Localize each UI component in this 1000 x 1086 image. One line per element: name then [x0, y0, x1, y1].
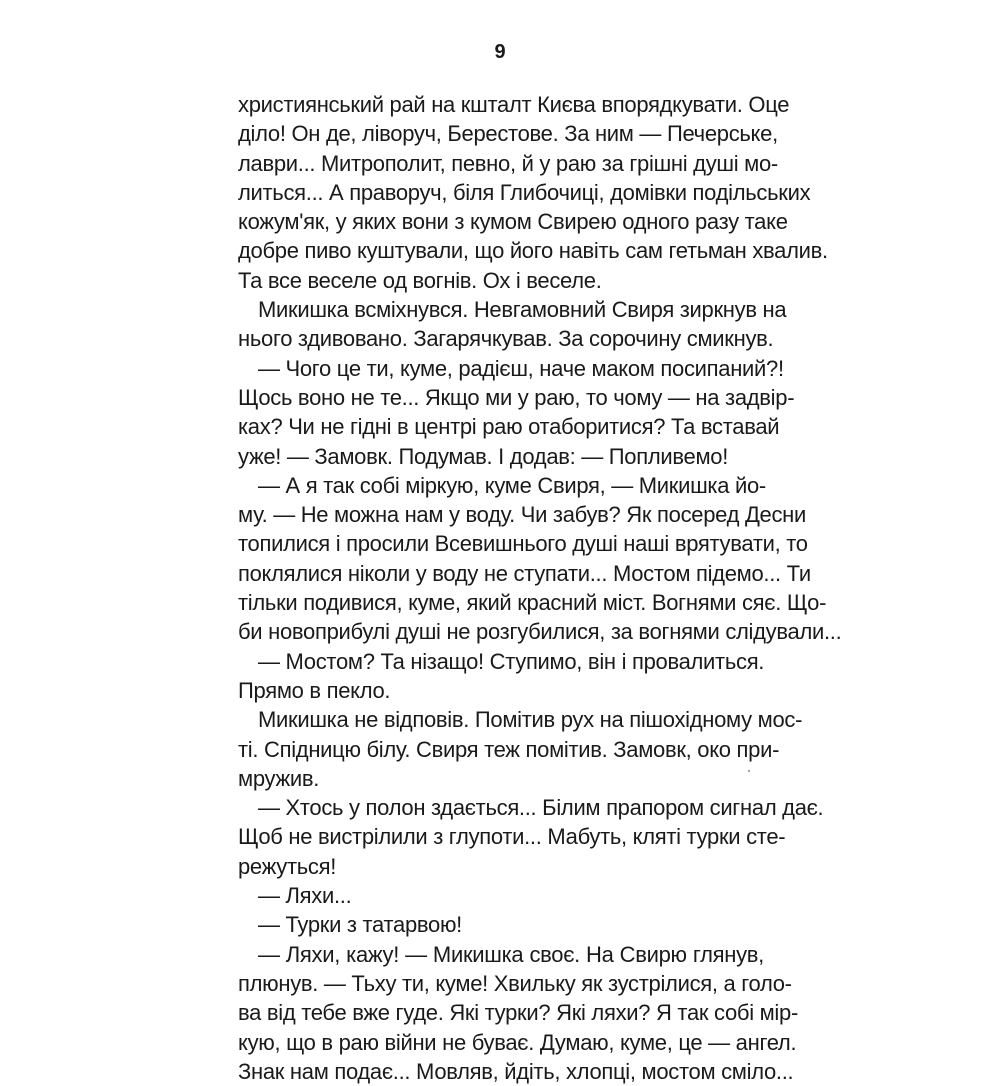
- text-line: Микишка не відповів. Помітив рух на пішохідному мос-: [258, 707, 803, 733]
- text-line: режуться!: [238, 853, 337, 879]
- text-line: — Хтось у полон здається... Білим прапором сигнал дає.: [258, 795, 824, 821]
- text-line: кую, що в раю війни не буває. Думаю, куме, це — ангел.: [238, 1029, 797, 1055]
- text-line: — Турки з татарвою!: [258, 912, 462, 938]
- text-line: християнський рай на кшталт Києва впорядкувати. Оце: [238, 92, 790, 117]
- text-line: — Мостом? Та нізащо! Ступимо, він і провалиться.: [258, 648, 765, 674]
- text-line: поклялися ніколи у воду не ступати... Мостом підемо... Ти: [238, 560, 811, 586]
- text-line: ва від тебе вже гуде. Які турки? Які ляхи? Я так собі мір-: [238, 1000, 798, 1026]
- text-line: литься... А праворуч, біля Глибочиці, домівки подільських: [238, 179, 811, 205]
- text-line: нього здивовано. Загарячкував. За сорочину смикнув.: [238, 326, 774, 352]
- text-line: Микишка всміхнувся. Невгамовний Свиря зиркнув на: [258, 297, 787, 323]
- text-line: — Ляхи, кажу! — Микишка своє. На Свирю глянув,: [258, 941, 764, 967]
- text-line: Щоб не вистрілили з глупоти... Мабуть, кляті турки сте-: [238, 824, 786, 850]
- text-line: — А я так собі міркую, куме Свиря, — Микишка йо-: [258, 472, 766, 498]
- text-line: Прямо в пекло.: [238, 677, 391, 703]
- text-line: тільки подивися, куме, який красний міст. Вогнями сяє. Що-: [238, 590, 827, 616]
- text-line: би новоприбулі душі не розгубилися, за вогнями слідували...: [238, 619, 842, 645]
- text-line: добре пиво куштували, що його навіть сам гетьман хвалив.: [238, 238, 828, 264]
- text-line: топилися і просили Всевишнього душі наші врятувати, то: [238, 531, 808, 557]
- body-text: [238, 90, 842, 1086]
- text-line: Знак нам подає... Мовляв, йдіть, хлопці, мостом сміло...: [238, 1058, 794, 1084]
- text-line: кожум'як, у яких вони з кумом Свирею одного разу таке: [238, 209, 788, 235]
- text-line: му. — Не можна нам у воду. Чи забув? Як посеред Десни: [238, 502, 807, 528]
- text-line: лаври... Митрополит, певно, й у раю за грішні душі мо-: [238, 150, 778, 176]
- text-line: плюнув. — Тьху ти, куме! Хвильку як зустрілися, а голо-: [238, 970, 792, 996]
- text-line: — Чого це ти, куме, радієш, наче маком посипаний?!: [258, 355, 784, 381]
- print-speck: [748, 770, 750, 772]
- page-number: 9: [494, 41, 506, 63]
- text-line: ті. Спідницю білу. Свиря теж помітив. Замовк, око при-: [238, 736, 780, 762]
- text-line: діло! Он де, ліворуч, Берестове. За ним — Печерське,: [238, 121, 778, 147]
- text-line: Та все веселе од вогнів. Ох і веселе.: [238, 267, 602, 293]
- text-line: мружив.: [238, 765, 320, 791]
- text-line: уже! — Замовк. Подумав. І додав: — Попливемо!: [238, 443, 729, 469]
- text-line: ках? Чи не гідні в центрі раю отаборитися? Та вставай: [238, 414, 780, 440]
- text-line: Щось воно не те... Якщо ми у раю, то чому — на задвір-: [238, 384, 795, 410]
- text-line: — Ляхи...: [258, 883, 352, 909]
